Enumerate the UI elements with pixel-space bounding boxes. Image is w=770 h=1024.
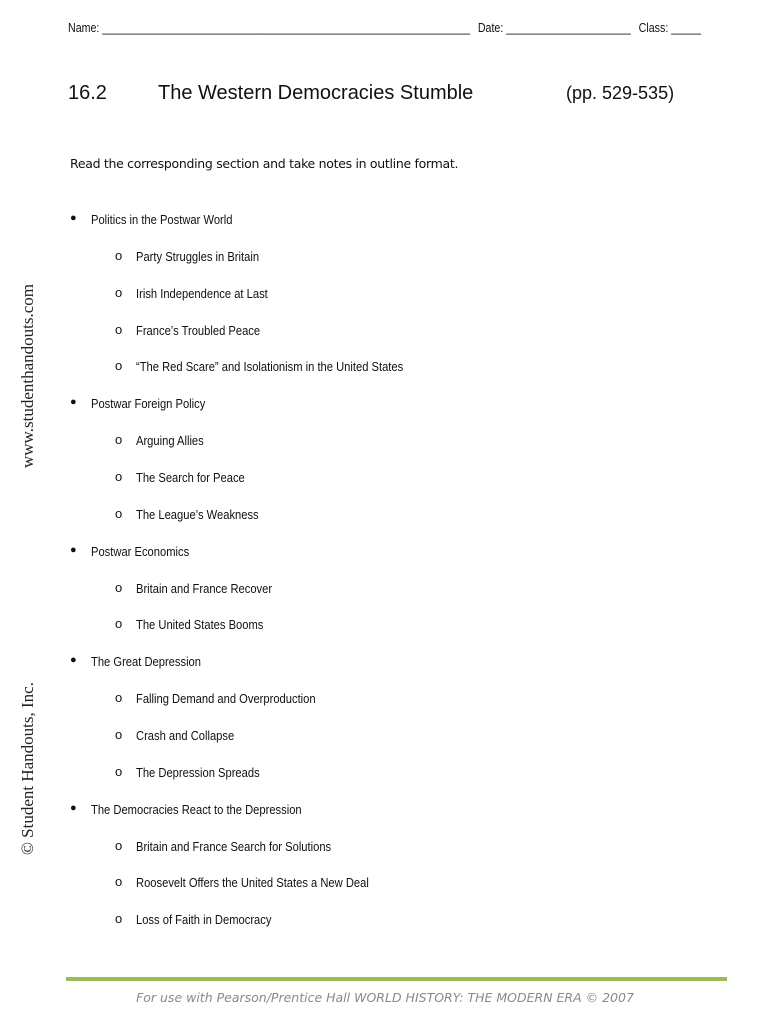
outline-subtopic [70, 765, 690, 802]
circle-bullet-icon: o [115, 432, 123, 448]
name-field-label: Name: ______________________________________________________________ [68, 20, 470, 35]
circle-bullet-icon: o [115, 284, 123, 300]
subtopic-label: The Search for Peace [136, 469, 245, 485]
circle-bullet-icon: o [115, 505, 123, 521]
outline-subtopic [70, 875, 690, 912]
subtopic-label: Crash and Collapse [136, 727, 235, 743]
outline-topic [70, 802, 690, 839]
subtopic-label: Loss of Faith in Democracy [136, 912, 272, 928]
subtopic-label: The League’s Weakness [136, 506, 259, 522]
side-website: www.studenthandouts.com [18, 284, 37, 468]
circle-bullet-icon: o [115, 837, 123, 853]
section-title: The Western Democracies Stumble [158, 82, 474, 104]
outline-topic [70, 654, 690, 691]
subtopic-label: France’s Troubled Peace [136, 322, 261, 338]
subtopic-label: The United States Booms [136, 617, 264, 633]
outline-subtopic [70, 617, 690, 654]
circle-bullet-icon: o [115, 911, 123, 927]
topic-label: The Great Depression [91, 654, 201, 670]
subtopic-label: Roosevelt Offers the United States a New Deal [136, 875, 369, 891]
subtopic-label: Arguing Allies [136, 433, 204, 449]
page-range: (pp. 529-535) [566, 83, 675, 103]
subtopic-label: Falling Demand and Overproduction [136, 691, 316, 707]
bullet-icon: ● [70, 801, 77, 814]
circle-bullet-icon: o [115, 248, 123, 263]
bullet-icon: ● [70, 543, 77, 556]
outline-subtopic [70, 581, 690, 618]
topic-label: Politics in the Postwar World [91, 212, 233, 227]
outline-subtopic [70, 691, 690, 728]
subtopic-label: Britain and France Search for Solutions [136, 838, 332, 854]
subtopic-label: “The Red Scare” and Isolationism in the United States [136, 359, 404, 375]
topic-label: Postwar Economics [91, 543, 190, 559]
topic-label: The Democracies React to the Depression [91, 801, 302, 817]
section-number: 16.2 [68, 82, 107, 104]
subtopic-label: Party Struggles in Britain [136, 249, 260, 264]
outline-subtopic [70, 286, 690, 323]
bullet-icon: ● [70, 396, 77, 409]
outline-subtopic [70, 359, 690, 396]
outline [70, 212, 690, 949]
circle-bullet-icon: o [115, 468, 123, 484]
circle-bullet-icon: o [115, 763, 123, 779]
outline-subtopic [70, 912, 690, 949]
circle-bullet-icon: o [115, 690, 123, 706]
circle-bullet-icon: o [115, 616, 123, 632]
header-fields [68, 20, 701, 35]
subtopic-label: Britain and France Recover [136, 580, 273, 596]
circle-bullet-icon: o [115, 358, 123, 374]
topic-label: Postwar Foreign Policy [91, 396, 206, 412]
outline-subtopic [70, 433, 690, 470]
footer-text: For use with Pearson/Prentice Hall WORLD HISTORY: THE MODERN ERA © 2007 [136, 990, 634, 1005]
circle-bullet-icon: o [115, 579, 123, 595]
class-field-label: Class: _____ [638, 20, 701, 35]
side-copyright: © Student Handouts, Inc. [18, 682, 37, 855]
circle-bullet-icon: o [115, 874, 123, 890]
instructions: Read the corresponding section and take notes in outline format. [70, 156, 459, 171]
outline-topic [70, 212, 690, 249]
date-field-label: Date: _____________________ [477, 20, 631, 35]
outline-topic [70, 544, 690, 581]
circle-bullet-icon: o [115, 726, 123, 742]
circle-bullet-icon: o [115, 321, 123, 337]
subtopic-label: The Depression Spreads [136, 764, 260, 780]
bullet-icon: ● [70, 654, 77, 667]
outline-subtopic [70, 249, 690, 286]
outline-subtopic [70, 507, 690, 544]
outline-subtopic [70, 728, 690, 765]
outline-topic [70, 396, 690, 433]
outline-subtopic [70, 323, 690, 360]
footer-divider [66, 977, 727, 981]
outline-subtopic [70, 470, 690, 507]
bullet-icon: ● [70, 212, 77, 224]
subtopic-label: Irish Independence at Last [136, 285, 268, 301]
outline-subtopic [70, 839, 690, 876]
